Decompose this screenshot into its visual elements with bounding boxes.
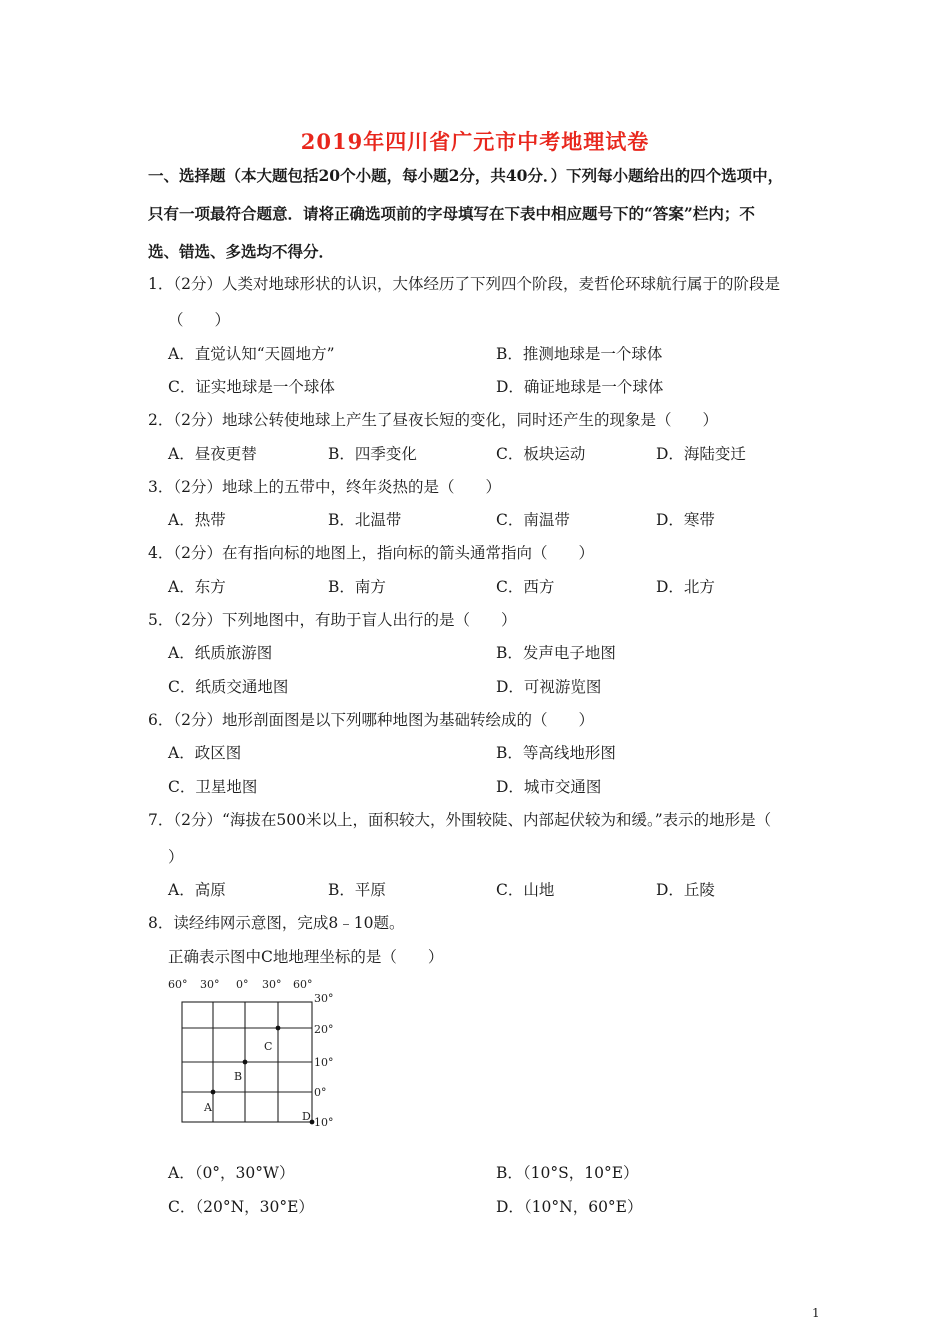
point-d-label: D — [302, 1110, 311, 1123]
question-7-option-c: C．山地 — [496, 881, 555, 899]
question-4-option-d: D．北方 — [656, 578, 715, 596]
question-4-stem: 4．（2分）在有指向标的地图上，指向标的箭头通常指向（ ） — [148, 544, 594, 562]
lat-long-grid-figure — [168, 974, 348, 1130]
question-8-option-d: D．（10°N，60°E） — [496, 1198, 643, 1216]
question-3-option-d: D．寒带 — [656, 511, 715, 529]
question-2-option-a: A．昼夜更替 — [168, 445, 257, 463]
section-instruction-line-3: 选、错选、多选均不得分． — [148, 242, 335, 261]
question-8-stem: 8．读经纬网示意图，完成8﹣10题。 — [148, 914, 405, 932]
question-8-option-c: C．（20°N，30°E） — [168, 1198, 314, 1216]
point-b-label: B — [234, 1070, 243, 1083]
question-7-stem-cont: ） — [168, 848, 184, 866]
question-5-option-b: B．发声电子地图 — [496, 644, 616, 662]
question-1-stem: 1．（2分）人类对地球形状的认识，大体经历了下列四个阶段，麦哲伦环球航行属于的阶段是 — [148, 275, 780, 293]
question-8-option-a: A．（0°，30°W） — [168, 1164, 295, 1182]
question-2-option-c: C．板块运动 — [496, 445, 586, 463]
question-1-option-b: B．推测地球是一个球体 — [496, 345, 663, 363]
question-3-stem: 3．（2分）地球上的五带中，终年炎热的是（ ） — [148, 478, 501, 496]
question-7-option-a: A．高原 — [168, 881, 226, 899]
question-5-option-d: D．可视游览图 — [496, 678, 602, 696]
question-6-option-d: D．城市交通图 — [496, 778, 602, 796]
page-title: 2019年四川省广元市中考地理试卷 — [300, 129, 650, 154]
point-a-label: A — [204, 1101, 212, 1114]
lon-label-5: 60° — [293, 978, 313, 991]
question-6-option-a: A．政区图 — [168, 744, 242, 762]
question-1-stem-cont: （ ） — [168, 311, 231, 329]
question-2-option-b: B．四季变化 — [328, 445, 417, 463]
question-2-option-d: D．海陆变迁 — [656, 445, 746, 463]
point-a-marker — [211, 1090, 216, 1095]
lat-label-2: 20° — [314, 1023, 334, 1036]
question-7-option-b: B．平原 — [328, 881, 386, 899]
question-6-option-c: C．卫星地图 — [168, 778, 258, 796]
point-c-label: C — [264, 1040, 273, 1053]
question-2-stem: 2．（2分）地球公转使地球上产生了昼夜长短的变化，同时还产生的现象是（ ） — [148, 411, 718, 429]
lon-label-1: 60° — [168, 978, 188, 991]
question-8-sub-stem: 正确表示图中C地地理坐标的是（ ） — [168, 948, 444, 966]
question-5-stem: 5．（2分）下列地图中，有助于盲人出行的是（ ） — [148, 611, 517, 629]
point-b-marker — [243, 1060, 248, 1065]
lat-label-5: 10° — [314, 1116, 334, 1129]
question-3-option-a: A．热带 — [168, 511, 226, 529]
question-1-option-a: A．直觉认知“天圆地方” — [168, 345, 335, 363]
question-8-option-b: B．（10°S，10°E） — [496, 1164, 639, 1182]
question-3-option-b: B．北温带 — [328, 511, 402, 529]
question-7-stem: 7．（2分）“海拔在500米以上，面积较大，外围较陡、内部起伏较为和缓。”表示的地形是（ — [148, 811, 772, 829]
question-1-option-d: D．确证地球是一个球体 — [496, 378, 664, 396]
question-4-option-c: C．西方 — [496, 578, 555, 596]
question-3-option-c: C．南温带 — [496, 511, 570, 529]
lat-label-4: 0° — [314, 1086, 327, 1099]
question-5-option-a: A．纸质旅游图 — [168, 644, 273, 662]
lat-label-1: 30° — [314, 992, 334, 1005]
section-instruction-line-2: 只有一项最符合题意．请将正确选项前的字母填写在下表中相应题号下的“答案”栏内；不 — [148, 204, 755, 223]
question-4-option-b: B．南方 — [328, 578, 386, 596]
question-6-option-b: B．等高线地形图 — [496, 744, 616, 762]
page-number: 1 — [812, 1306, 820, 1320]
section-instruction-line-1: 一、选择题（本大题包括20个小题，每小题2分，共40分．）下列每小题给出的四个选项中， — [148, 166, 784, 185]
question-4-option-a: A．东方 — [168, 578, 226, 596]
lon-label-3: 0° — [236, 978, 249, 991]
question-1-option-c: C．证实地球是一个球体 — [168, 378, 335, 396]
lon-label-4: 30° — [262, 978, 282, 991]
lon-label-2: 30° — [200, 978, 220, 991]
question-5-option-c: C．纸质交通地图 — [168, 678, 289, 696]
lat-label-3: 10° — [314, 1056, 334, 1069]
question-7-option-d: D．丘陵 — [656, 881, 715, 899]
question-6-stem: 6．（2分）地形剖面图是以下列哪种地图为基础转绘成的（ ） — [148, 711, 594, 729]
point-c-marker — [276, 1026, 281, 1031]
